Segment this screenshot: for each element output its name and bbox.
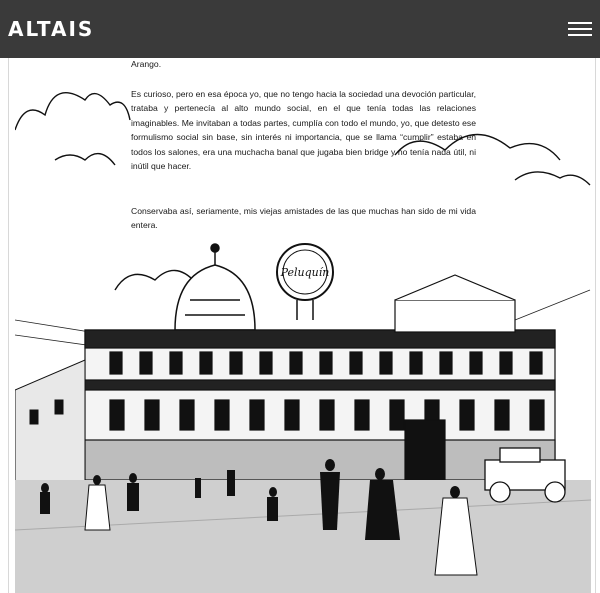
brand-logo[interactable]: ALTAIS <box>8 17 95 41</box>
top-navbar <box>0 0 600 58</box>
sign-text: Peluquín <box>280 266 330 279</box>
comic-paragraph: Conservaba así, seriamente, mis viejas amistades de las que muchas han sido de mi vida entera. <box>131 206 476 231</box>
side-building <box>15 360 85 500</box>
street-building-illustration <box>15 60 591 593</box>
comic-paragraph: Arango. <box>131 58 162 69</box>
comic-page <box>8 0 596 593</box>
dome <box>175 244 255 330</box>
hamburger-menu-icon[interactable] <box>568 19 592 39</box>
building <box>85 275 555 480</box>
comic-paragraph: Es curioso, pero en esa época yo, que no tengo hacia la sociedad una devoción particular, trataba y pertenecía al alto mundo social, en el que tenía todas las relaciones imaginables. Me invitaban a todas partes, cumplía con todo el mundo, yo, que detesto ese formulismo social sin base, sin interés ni importancia, que se llama “cumplir” estaba en todos los salones, era una muchacha banal que jugaba bien bridge y no tenía nada útil, ni inútil que hacer. <box>131 89 476 172</box>
round-sign <box>277 244 333 320</box>
